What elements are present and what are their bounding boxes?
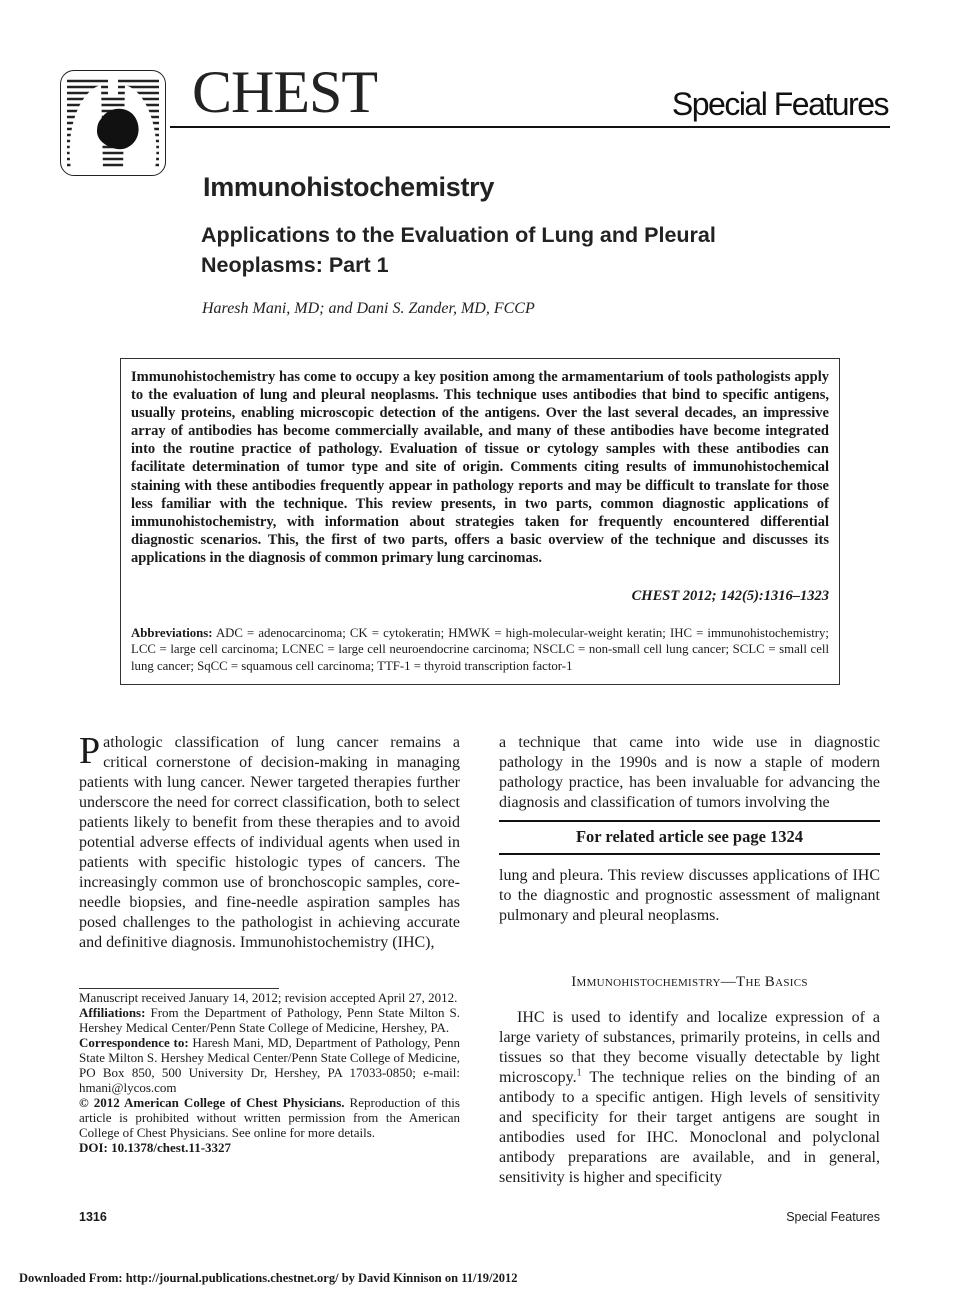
abstract-citation: CHEST 2012; 142(5):1316–1323 — [631, 588, 829, 604]
correspondence-text: Haresh Mani, MD, Department of Pathology, Penn State Milton S. Hershey Medical Center/Penn State College of Medicine, PO Box 850, 500 University Dr, Hershey, PA 17033-0850; e-mail: hmani@lycos.com — [79, 1035, 460, 1095]
copyright-label: © 2012 American College of Chest Physicians. — [79, 1095, 345, 1110]
journal-name: CHEST — [192, 59, 378, 125]
body-right-bottom-text-b: The technique relies on the binding of an antibody to a specific antigen. High levels of sensitivity and specificity for their target antigens are sought in antibodies used for IHC. Monoclonal and polyclonal antibody preparations are available, and in general, sensitivity is higher and specificity — [499, 1069, 880, 1186]
footnote-copyright — [79, 1095, 460, 1140]
affiliations-label: Affiliations: — [79, 1005, 146, 1020]
abbreviations-text: ADC = adenocarcinoma; CK = cytokeratin; HMWK = high-molecular-weight keratin; IHC = immunohistochemistry; LCC = large cell carcinoma; LCNEC = large cell neuroendocrine carcinoma; NSCLC = non-small cell lung cancer; SCLC = small cell lung cancer; SqCC = squamous cell carcinoma; TTF-1 = thyroid transcription factor-1 — [131, 626, 829, 673]
page-number: 1316 — [79, 1210, 107, 1224]
body-right-bottom-text-a: IHC is used to identify and localize expression of a large variety of substances, primarily proteins, in cells and tissues so that they become visually detectable by light microscopy. — [499, 1009, 880, 1086]
body-left-column — [79, 730, 460, 953]
article-subtitle: Applications to the Evaluation of Lung and Pleural Neoplasms: Part 1 — [201, 223, 716, 277]
section-heading: Immunohistochemistry—The Basics — [571, 974, 808, 990]
body-right-bottom — [499, 1008, 880, 1188]
doi-text[interactable]: 10.1378/chest.11-3327 — [107, 1140, 232, 1155]
abbreviations-label: Abbreviations: — [131, 626, 213, 640]
footnote-affiliations — [79, 1005, 460, 1035]
journal-logo — [60, 70, 166, 176]
section-label: Special Features — [671, 86, 888, 122]
related-rule-bottom — [499, 853, 880, 855]
article-title: Immunohistochemistry — [203, 172, 495, 202]
related-rule-top — [499, 820, 880, 822]
body-left-text: athologic classification of lung cancer remains a critical cornerstone of decision-making in managing patients with lung cancer. Newer targeted therapies further underscore the need for correct classification, both to select patients likely to benefit from these therapies and to avoid potential adverse effects of individual agents when used in patients with specific histologic types of cancers. The increasingly common use of bronchoscopic samples, core-needle biopsies, and fine-needle aspiration samples has posed challenges to the pathologist in achieving accurate and definitive diagnosis. Immunohistochemistry (IHC), — [79, 734, 460, 951]
related-article-link[interactable]: For related article see page 1324 — [575, 827, 804, 846]
download-notice: Downloaded From: http://journal.publications.chestnet.org/ by David Kinnison on 11/19/2012 — [19, 1271, 518, 1285]
copyright-text: Reproduction of this article is prohibited without written permission from the American College of Chest Physicians. See online for more details. — [79, 1095, 460, 1140]
correspondence-label: Correspondence to: — [79, 1035, 189, 1050]
reference-1[interactable]: 1 — [576, 1067, 582, 1079]
abbreviations — [131, 625, 829, 674]
doi-label: DOI: — [79, 1140, 108, 1155]
drop-cap: P — [79, 730, 101, 772]
abstract-text: Immunohistochemistry has come to occupy a key position among the armamentarium of tools pathologists apply to the evaluation of lung and pleural neoplasms. This technique uses antibodies that bind to specific antigens, usually proteins, enabling microscopic detection of the antigens. Over the last several decades, an impressive array of antibodies has become commercially available, and many of these antibodies have become integrated into the routine practice of pathology. Evaluation of tissue or cytology samples with these antibodies can facilitate determination of tumor type and site of origin. Comments citing results of immunohistochemical staining with these antibodies frequently appear in pathology reports and may be difficult to translate for those less familiar with the technique. This review presents, in two parts, common diagnostic applications of immunohistochemistry, with information about strategies taken for frequently encountered differential diagnostic scenarios. This, the first of two parts, offers a basic overview of the technique and discusses its applications in the diagnosis of common primary lung carcinomas. — [131, 369, 829, 566]
header-rule — [170, 126, 890, 128]
footnote-manuscript: Manuscript received January 14, 2012; revision accepted April 27, 2012. — [79, 990, 458, 1005]
footer-section: Special Features — [786, 1210, 880, 1224]
affiliations-text: From the Department of Pathology, Penn State Milton S. Hershey Medical Center/Penn State College of Medicine, Hershey, PA. — [79, 1005, 460, 1035]
article-authors: Haresh Mani, MD; and Dani S. Zander, MD, FCCP — [202, 300, 535, 317]
body-right-top-text: a technique that came into wide use in diagnostic pathology in the 1990s and is now a staple of modern pathology practice, has been invaluable for advancing the diagnosis and classification of tumors involving the — [499, 734, 880, 811]
footnotes — [79, 990, 460, 1155]
footnote-doi — [79, 1140, 460, 1155]
body-right-mid-text: lung and pleura. This review discusses applications of IHC to the diagnostic and prognostic assessment of malignant pulmonary and pleural neoplasms. — [499, 867, 880, 924]
footnote-rule — [79, 988, 279, 989]
footnote-correspondence — [79, 1035, 460, 1095]
